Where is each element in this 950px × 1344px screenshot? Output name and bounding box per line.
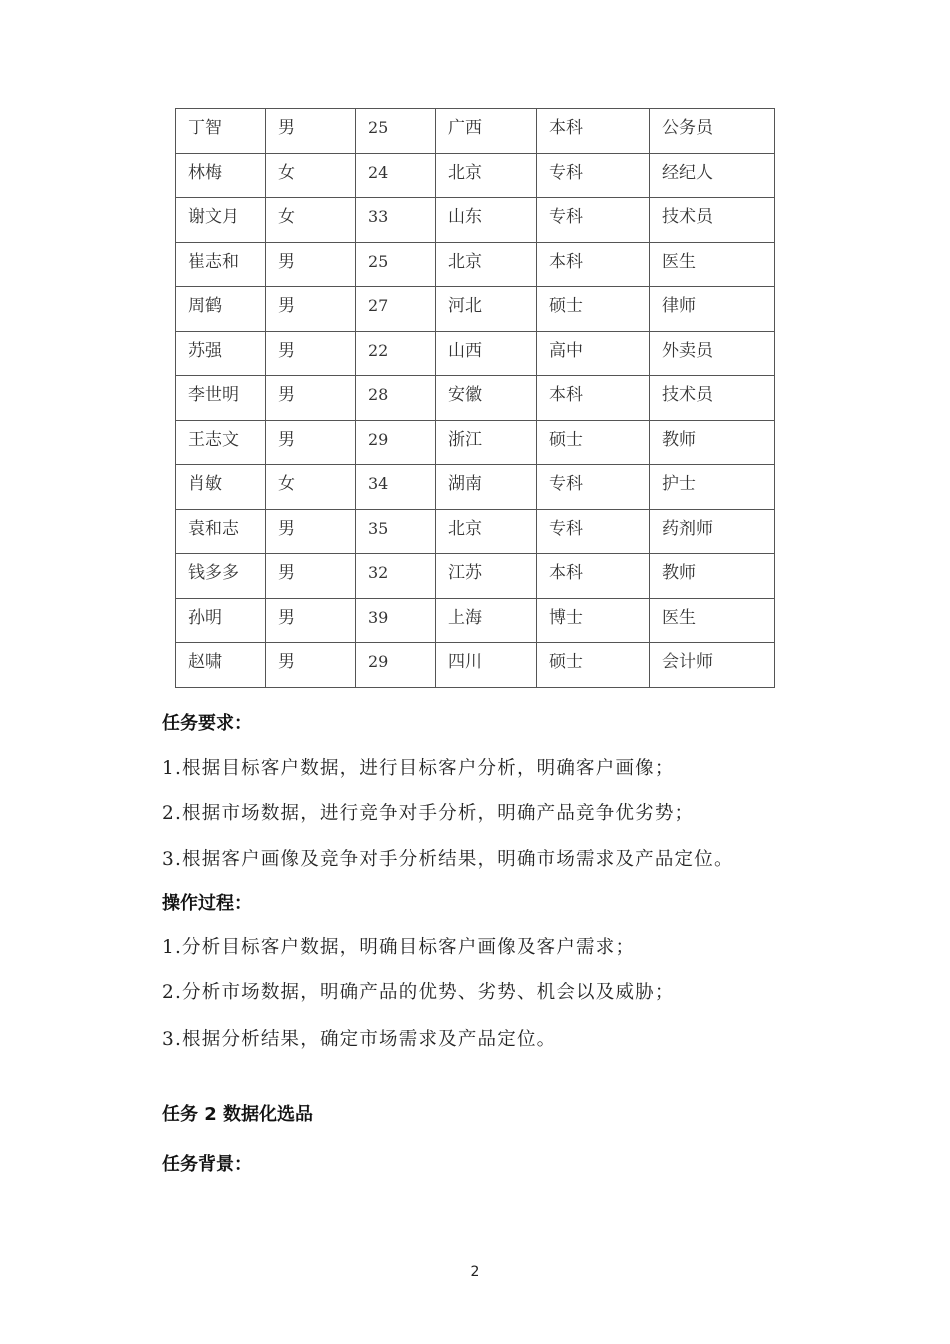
table-cell: 周鹤 — [176, 287, 266, 332]
table-cell: 男 — [266, 109, 356, 154]
process-item-1: 1.分析目标客户数据，明确目标客户画像及客户需求； — [162, 937, 636, 958]
table-cell: 硕士 — [537, 287, 650, 332]
table-cell: 技术员 — [650, 198, 775, 243]
table-cell: 35 — [356, 509, 436, 554]
table-row — [176, 242, 775, 287]
table-cell: 29 — [356, 643, 436, 688]
table-cell: 会计师 — [650, 643, 775, 688]
table-cell: 女 — [266, 153, 356, 198]
page-number: 2 — [470, 1264, 480, 1280]
requirement-item-2: 2.根据市场数据，进行竞争对手分析，明确产品竞争优劣势； — [162, 803, 695, 824]
table-row — [176, 643, 775, 688]
table-cell: 广西 — [436, 109, 537, 154]
table-cell: 专科 — [537, 153, 650, 198]
table-cell: 药剂师 — [650, 509, 775, 554]
table-cell: 男 — [266, 554, 356, 599]
table-cell: 医生 — [650, 598, 775, 643]
process-item-2: 2.分析市场数据，明确产品的优势、劣势、机会以及威胁； — [162, 982, 675, 1003]
table-cell: 赵啸 — [176, 643, 266, 688]
table-cell: 男 — [266, 331, 356, 376]
table-cell: 河北 — [436, 287, 537, 332]
table-cell: 39 — [356, 598, 436, 643]
table-cell: 技术员 — [650, 376, 775, 421]
table-cell: 教师 — [650, 420, 775, 465]
table-cell: 护士 — [650, 465, 775, 510]
table-row — [176, 198, 775, 243]
table-cell: 湖南 — [436, 465, 537, 510]
table-cell: 苏强 — [176, 331, 266, 376]
table-cell: 孙明 — [176, 598, 266, 643]
table-row — [176, 554, 775, 599]
table-cell: 34 — [356, 465, 436, 510]
table-row — [176, 287, 775, 332]
table-cell: 本科 — [537, 242, 650, 287]
table-cell: 谢文月 — [176, 198, 266, 243]
table-cell: 32 — [356, 554, 436, 599]
table-row — [176, 598, 775, 643]
table-row — [176, 109, 775, 154]
task2-title: 任务 2 数据化选品 — [162, 1104, 314, 1125]
requirement-item-1: 1.根据目标客户数据，进行目标客户分析，明确客户画像； — [162, 758, 675, 779]
table-cell: 男 — [266, 376, 356, 421]
table-cell: 浙江 — [436, 420, 537, 465]
table-cell: 硕士 — [537, 420, 650, 465]
requirements-heading: 任务要求： — [162, 713, 252, 734]
table-cell: 北京 — [436, 153, 537, 198]
table-cell: 女 — [266, 465, 356, 510]
table-cell: 男 — [266, 598, 356, 643]
table-cell: 北京 — [436, 242, 537, 287]
table-cell: 25 — [356, 242, 436, 287]
table-cell: 崔志和 — [176, 242, 266, 287]
table-cell: 山西 — [436, 331, 537, 376]
table-cell: 医生 — [650, 242, 775, 287]
table-cell: 女 — [266, 198, 356, 243]
table-cell: 专科 — [537, 465, 650, 510]
table-cell: 律师 — [650, 287, 775, 332]
table-cell: 29 — [356, 420, 436, 465]
table-cell: 江苏 — [436, 554, 537, 599]
table-row — [176, 465, 775, 510]
table-cell: 公务员 — [650, 109, 775, 154]
table-cell: 肖敏 — [176, 465, 266, 510]
table-cell: 硕士 — [537, 643, 650, 688]
process-item-3: 3.根据分析结果，确定市场需求及产品定位。 — [162, 1029, 557, 1050]
table-cell: 28 — [356, 376, 436, 421]
table-row — [176, 420, 775, 465]
table-cell: 本科 — [537, 109, 650, 154]
table-cell: 上海 — [436, 598, 537, 643]
table-cell: 男 — [266, 420, 356, 465]
table-cell: 北京 — [436, 509, 537, 554]
table-cell: 山东 — [436, 198, 537, 243]
requirement-item-3: 3.根据客户画像及竞争对手分析结果，明确市场需求及产品定位。 — [162, 849, 734, 870]
table-cell: 男 — [266, 287, 356, 332]
table-cell: 男 — [266, 643, 356, 688]
table-row — [176, 376, 775, 421]
table-cell: 男 — [266, 242, 356, 287]
table-cell: 33 — [356, 198, 436, 243]
table-cell: 四川 — [436, 643, 537, 688]
table-cell: 本科 — [537, 554, 650, 599]
table-cell: 博士 — [537, 598, 650, 643]
table-cell: 22 — [356, 331, 436, 376]
table-cell: 安徽 — [436, 376, 537, 421]
table-cell: 本科 — [537, 376, 650, 421]
table-cell: 27 — [356, 287, 436, 332]
table-cell: 钱多多 — [176, 554, 266, 599]
table-cell: 专科 — [537, 509, 650, 554]
task2-background-heading: 任务背景： — [162, 1154, 252, 1175]
table-cell: 高中 — [537, 331, 650, 376]
table-cell: 经纪人 — [650, 153, 775, 198]
table-cell: 24 — [356, 153, 436, 198]
table-cell: 专科 — [537, 198, 650, 243]
table-cell: 25 — [356, 109, 436, 154]
table-cell: 李世明 — [176, 376, 266, 421]
table-row — [176, 153, 775, 198]
table-cell: 袁和志 — [176, 509, 266, 554]
process-heading: 操作过程： — [162, 893, 252, 914]
customer-table — [175, 108, 775, 688]
table-cell: 教师 — [650, 554, 775, 599]
customer-table-body — [176, 109, 775, 688]
table-cell: 林梅 — [176, 153, 266, 198]
table-cell: 外卖员 — [650, 331, 775, 376]
table-cell: 王志文 — [176, 420, 266, 465]
table-cell: 男 — [266, 509, 356, 554]
table-row — [176, 509, 775, 554]
table-row — [176, 331, 775, 376]
table-cell: 丁智 — [176, 109, 266, 154]
